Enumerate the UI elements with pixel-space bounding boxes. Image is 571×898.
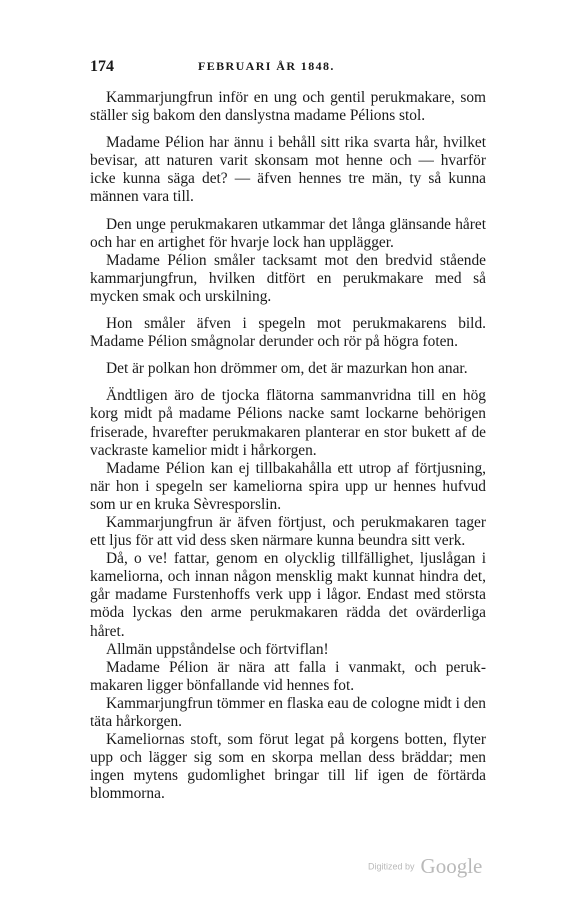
paragraph: Då, o ve! fattar, genom en olycklig tillfällighet, ljuslågan i kameliorna, och innan någon mensklig makt kunnat hindra det, går madame Furstenhoffs verk upp i lågor. Endast med största möda lyckas den arme perukmakaren rädda det ovärderliga håret. (90, 550, 486, 640)
running-head: FEBRUARI ÅR 1848. (198, 59, 335, 73)
paragraph: Kammarjungfrun är äfven förtjust, och perukmakaren tager ett ljus för att vid dess sken närmare kunna beundra sitt verk. (90, 513, 486, 550)
paragraph: Hon småler äfven i spegeln mot perukmakarens bild. Madame Pélion smågnolar derunder och rör på högra foten. (90, 315, 486, 351)
paragraph: Madame Pélion kan ej tillbakahålla ett utrop af förtjusning, när hon i spegeln ser kameliorna spira upp ur hennes hufvud som ur en kruka Sèvresporslin. (90, 459, 486, 513)
paragraph: Det är polkan hon drömmer om, det är mazurkan hon anar. (106, 360, 468, 378)
paragraph: Ändtligen äro de tjocka flätorna sammanvridna till en hög korg midt på madame Pélions nacke samt lockarne behörigen friserade, hvarefter perukmakaren planterar en stor bukett af de vackraste kamelior midt i hårkorgen. (90, 387, 486, 459)
paragraph: Allmän uppståndelse och förtviflan! (106, 640, 329, 658)
body-text (90, 89, 486, 803)
digitized-watermark (368, 854, 498, 880)
paragraph: Kammarjungfrun inför en ung och gentil perukmakare, som ställer sig bakom den danslystna madame Pélions stol. (90, 89, 486, 125)
paragraph: Madame Pélion har ännu i behåll sitt rika svarta hår, hvilket bevisar, att naturen varit skonsam mot henne och — hvarför icke kunna säga det? — äfven hennes tre män, ty så kunna männen vara till. (90, 134, 486, 206)
watermark-prefix: Digitized by (368, 861, 415, 872)
paragraph: Kameliornas stoft, som förut legat på korgens botten, flyter upp och lägger sig som en skorpa mellan dess bräddar; men ingen mytens gudomlighet bringar till lif igen de förtärda blommorna. (90, 731, 486, 803)
page-header (90, 58, 488, 80)
paragraph: Kammarjungfrun tömmer en flaska eau de cologne midt i den täta hårkorgen. (90, 694, 486, 730)
paragraph: Madame Pélion är nära att falla i vanmakt, och perukmakaren ligger bönfallande vid hennes fot. (90, 658, 486, 694)
google-logo: Google (420, 854, 483, 878)
paragraph: Madame Pélion småler tacksamt mot den bredvid stående kammarjungfrun, hvilken ditfört en perukmakare med så mycken smak och urskilning. (90, 251, 486, 305)
page-number: 174 (90, 58, 114, 75)
paragraph: Den unge perukmakaren utkammar det långa glänsande håret och har en artighet för hvarje lock han upplägger. (90, 215, 486, 251)
